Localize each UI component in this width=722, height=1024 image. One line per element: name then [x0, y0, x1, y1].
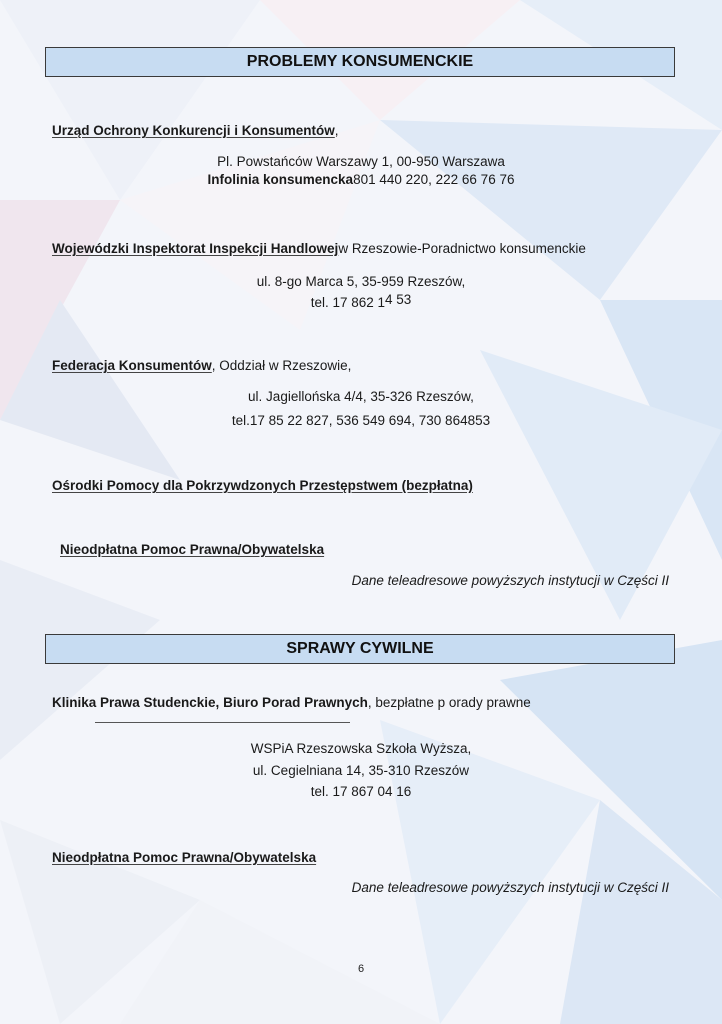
- entry-uokik-heading: [52, 123, 339, 138]
- institution-name: Federacja Konsumentów: [52, 358, 212, 373]
- phone-raised: 4 53: [385, 292, 412, 307]
- entry-klinika-address: ul. Cegielniana 14, 35-310 Rzeszów: [252, 763, 470, 778]
- section-title-sprawy-cywilne: [45, 634, 675, 664]
- institution-suffix: ,: [334, 123, 339, 138]
- hotline-label: Infolinia konsumencka: [207, 172, 354, 187]
- section-title-text: SPRAWY CYWILNE: [286, 640, 434, 657]
- entry-klinika-org: WSPiA Rzeszowska Szkoła Wyższa,: [250, 741, 472, 756]
- institution-name: Urząd Ochrony Konkurencji i Konsumentów: [52, 123, 335, 138]
- entry-uokik-address: Pl. Powstańców Warszawy 1, 00-950 Warszawa: [217, 154, 505, 169]
- page-number: 6: [357, 963, 365, 975]
- entry-pomoc-prawna-2-note: Dane teleadresowe powyższych instytucji w Części II: [351, 880, 669, 895]
- entry-osrodki-heading: Ośrodki Pomocy dla Pokrzywdzonych Przestępstwem (bezpłatna): [52, 478, 473, 493]
- divider-line: [95, 722, 350, 723]
- entry-federacja-address: ul. Jagiellońska 4/4, 35-326 Rzeszów,: [248, 389, 474, 404]
- entry-federacja-heading: [52, 358, 351, 373]
- entry-wiih-address: ul. 8-go Marca 5, 35-959 Rzeszów,: [256, 274, 466, 289]
- entry-wiih-phone: [0, 292, 722, 310]
- entry-klinika-heading: [52, 695, 531, 710]
- entry-pomoc-prawna-2-heading: Nieodpłatna Pomoc Prawna/Obywatelska: [52, 850, 317, 865]
- institution-suffix: w Rzeszowie-Poradnictwo konsumenckie: [338, 241, 586, 256]
- institution-suffix: , bezpłatne p orady prawne: [367, 695, 531, 710]
- section-title-problemy-konsumenckie: [45, 47, 675, 77]
- section-title-text: PROBLEMY KONSUMENCKIE: [246, 53, 474, 70]
- institution-suffix: , Oddział w Rzeszowie,: [211, 358, 352, 373]
- institution-name: Klinika Prawa Studenckie, Biuro Porad Prawnych: [52, 695, 368, 710]
- hotline-numbers: 801 440 220, 222 66 76 76: [353, 172, 515, 187]
- institution-name: Wojewódzki Inspektorat Inspekcji Handlowej: [52, 241, 339, 256]
- entry-pomoc-prawna-note: Dane teleadresowe powyższych instytucji w Części II: [351, 573, 669, 588]
- entry-wiih-heading: [52, 241, 586, 256]
- entry-federacja-phone: tel.17 85 22 827, 536 549 694, 730 864853: [231, 413, 491, 428]
- entry-pomoc-prawna-heading: Nieodpłatna Pomoc Prawna/Obywatelska: [60, 542, 325, 557]
- entry-klinika-phone: tel. 17 867 04 16: [310, 784, 412, 799]
- phone-main: tel. 17 862 1: [310, 295, 386, 310]
- entry-uokik-hotline: [0, 172, 722, 187]
